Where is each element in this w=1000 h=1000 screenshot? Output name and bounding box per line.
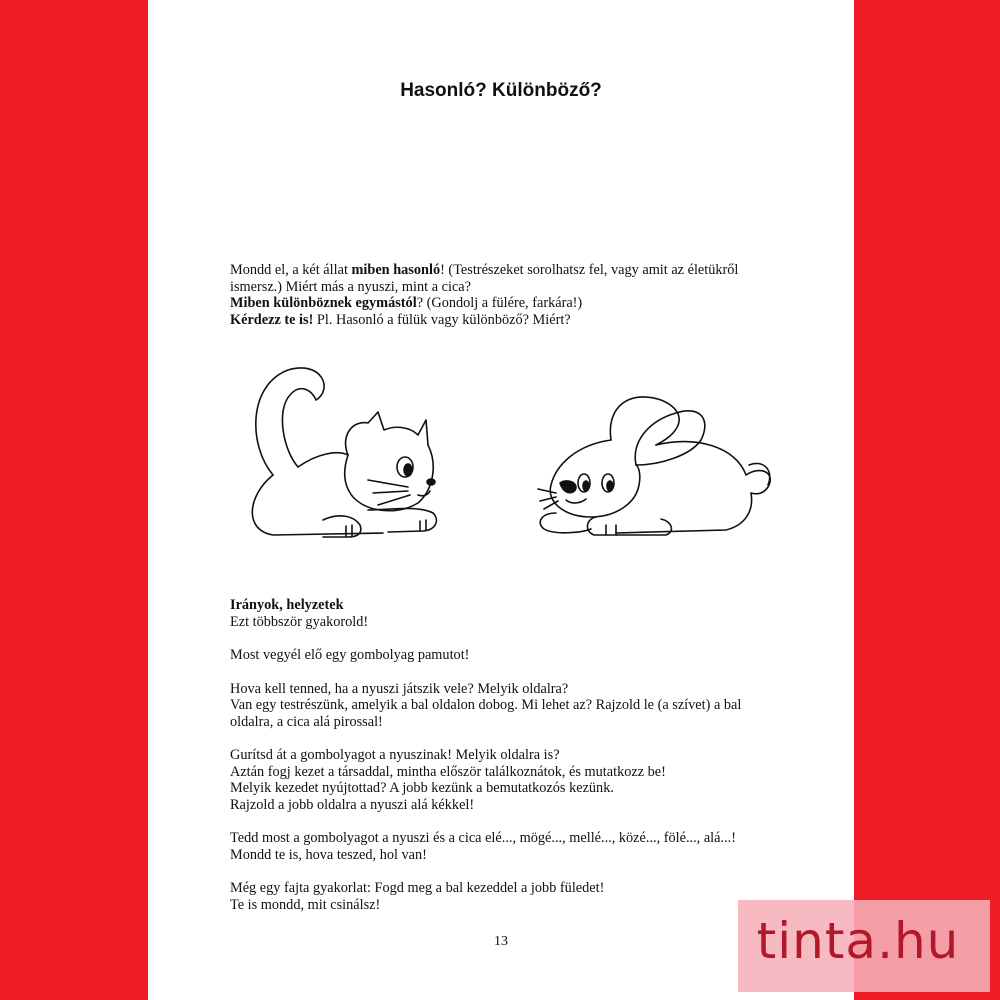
paragraph-gap [230, 863, 790, 880]
section-line: Rajzold a jobb oldalra a nyuszi alá kékkel! [230, 796, 475, 813]
intro-bold: Miben különböznek egymástól [230, 295, 417, 311]
intro-line-4 [230, 312, 790, 329]
rabbit-illustration [536, 385, 776, 550]
intro-text: ! (Testrészeket sorolhatsz fel, vagy amit az életükről [440, 262, 739, 278]
paragraph-gap [230, 730, 790, 747]
section-line: Tedd most a gombolyagot a nyuszi és a cica elé..., mögé..., mellé..., közé..., fölé..., alá...! [230, 830, 736, 846]
right-red-band [852, 0, 1000, 1000]
intro-bold: miben hasonló [351, 262, 441, 278]
intro-line-2: ismersz.) Miért más a nyuszi, mint a cica? [230, 278, 471, 295]
watermark-text: tinta.hu [756, 912, 960, 970]
section-lines [230, 614, 790, 914]
section-line: Mondd te is, hova teszed, hol van! [230, 846, 427, 863]
section-line: Hova kell tenned, ha a nyuszi játszik vele? Melyik oldalra? [230, 680, 569, 697]
page-number: 13 [494, 934, 508, 949]
left-red-band [0, 0, 148, 1000]
intro-text: Mondd el, a két állat [230, 262, 352, 278]
section-line: oldalra, a cica alá pirossal! [230, 713, 383, 730]
section-line: Most vegyél elő egy gombolyag pamutot! [230, 647, 470, 663]
section-line: Ezt többször gyakorold! [230, 613, 369, 630]
section-line: Aztán fogj kezet a társaddal, mintha először találkoznátok, és mutatkozz be! [230, 763, 666, 780]
section-line: Gurítsd át a gombolyagot a nyuszinak! Melyik oldalra is? [230, 747, 560, 763]
section-line: Melyik kezedet nyújtottad? A jobb kezünk a bemutatkozós kezünk. [230, 780, 614, 796]
intro-bold: Kérdezz te is! [230, 311, 314, 328]
page-title: Hasonló? Különböző? [400, 80, 602, 101]
section-line: Te is mondd, mit csinálsz! [230, 896, 381, 913]
section-heading: Irányok, helyzetek [230, 597, 344, 613]
intro-paragraph [230, 262, 790, 328]
cat-illustration [228, 355, 448, 545]
section-line: Még egy fajta gyakorlat: Fogd meg a bal kezeddel a jobb füledet! [230, 880, 605, 896]
paragraph-gap [230, 664, 790, 681]
paragraph-gap [230, 630, 790, 647]
intro-text: ? (Gondolj a fülére, farkára!) [416, 295, 583, 311]
section-line: Van egy testrészünk, amelyik a bal oldalon dobog. Mi lehet az? Rajzold le (a szívet) a bal [230, 697, 742, 713]
section-block [230, 597, 790, 913]
intro-line-3 [230, 295, 790, 312]
paragraph-gap [230, 813, 790, 830]
intro-text: Pl. Hasonló a fülük vagy különböző? Miért? [313, 311, 571, 328]
book-page [148, 0, 854, 1000]
intro-line-1 [230, 262, 790, 279]
